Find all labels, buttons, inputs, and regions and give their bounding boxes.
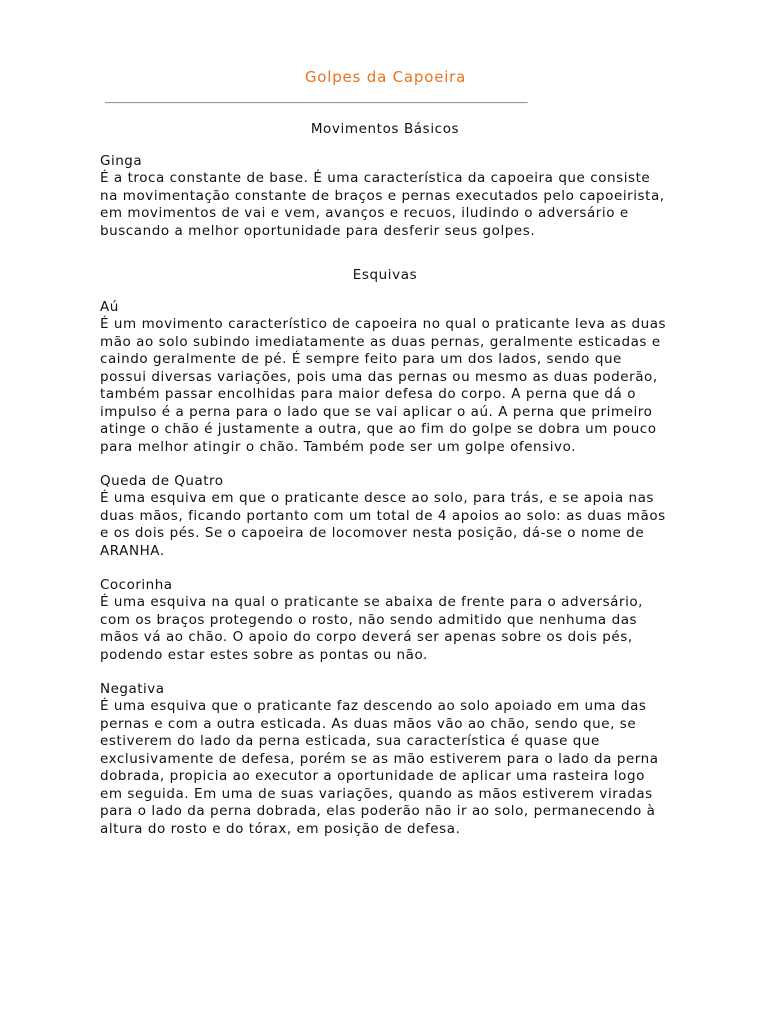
- entry-title: Cocorinha: [100, 577, 173, 593]
- entry-negativa: [100, 680, 670, 838]
- entry-ginga: [100, 152, 670, 240]
- entry-text: É a troca constante de base. É uma característica da capoeira que consiste na movimentação constante de braços e pernas executados pelo capoeirista, em movimentos de vai e vem, avanços e recuos, iludindo o adversário e buscando a melhor oportunidade para desferir seus golpes.: [100, 170, 665, 239]
- entry-title: Queda de Quatro: [100, 473, 224, 489]
- entry-title: Negativa: [100, 681, 165, 697]
- entry-au: [100, 298, 670, 456]
- entry-title: Ginga: [100, 153, 143, 169]
- entry-text: É uma esquiva na qual o praticante se abaixa de frente para o adversário, com os braços protegendo o rosto, não sendo admitido que nenhuma das mãos vá ao chão. O apoio do corpo deverá ser apenas sobre os dois pés, podendo estar estes sobre as pontas ou não.: [100, 594, 644, 663]
- entry-text: É um movimento característico de capoeira no qual o praticante leva as duas mão ao solo subindo imediatamente as duas pernas, geralmente esticadas e caindo geralmente de pé. É sempre feito para um dos lados, sendo que possui diversas variações, pois uma das pernas ou mesmo as duas poderão, também passar encolhidas para maior defesa do corpo. A perna que dá o impulso é a perna para o lado que se vai aplicar o aú. A perna que primeiro atinge o chão é justamente a outra, que ao fim do golpe se dobra um pouco para melhor atingir o chão. Também pode ser um golpe ofensivo.: [100, 316, 667, 455]
- entry-title: Aú: [100, 299, 119, 315]
- section-heading-esquivas: Esquivas: [352, 267, 418, 283]
- entry-queda-de-quatro: [100, 472, 670, 560]
- title-underline: ______________________________________________________: [105, 90, 528, 104]
- entry-text: É uma esquiva que o praticante faz descendo ao solo apoiado em uma das pernas e com a outra esticada. As duas mãos vão ao chão, sendo que, se estiverem do lado da perna esticada, sua característica é quase que exclusivamente de defesa, porém se as mão estiverem para o lado da perna dobrada, propicia ao executor a oportunidade de aplicar uma rasteira logo em seguida. Em uma de suas variações, quando as mãos estiverem viradas para o lado da perna dobrada, elas poderão não ir ao solo, permanecendo à altura do rosto e do tórax, em posição de defesa.: [100, 698, 659, 837]
- document-page: [100, 66, 670, 854]
- document-title: Golpes da Capoeira: [304, 68, 467, 86]
- entry-text: É uma esquiva em que o praticante desce ao solo, para trás, e se apoia nas duas mãos, ficando portanto com um total de 4 apoios ao solo: as duas mãos e os dois pés. Se o capoeira de locomover nesta posição, dá-se o nome de ARANHA.: [100, 490, 666, 559]
- section-heading-movimentos-basicos: Movimentos Básicos: [310, 121, 460, 137]
- entry-cocorinha: [100, 576, 670, 664]
